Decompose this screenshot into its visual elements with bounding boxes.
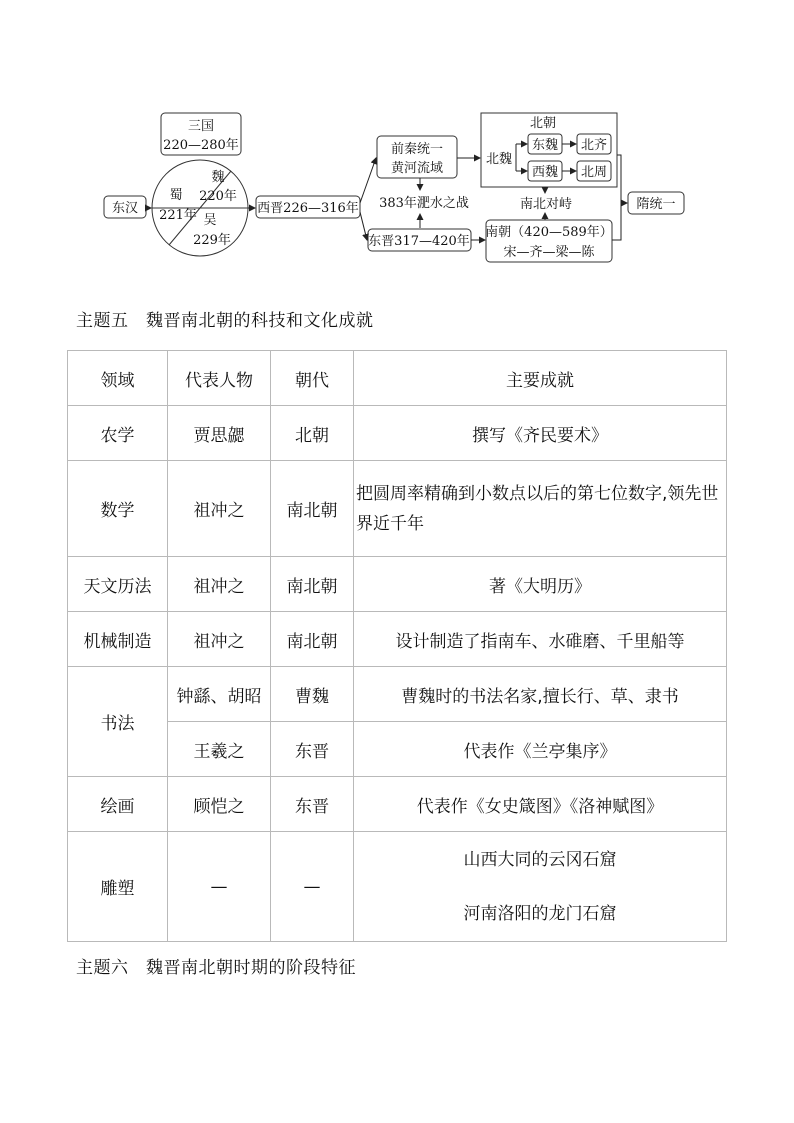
xijin-label: 西晋226—316年 xyxy=(257,201,359,216)
feishui-label: 383年淝水之战 xyxy=(379,196,469,211)
cell-person: 祖冲之 xyxy=(168,461,271,557)
cell-field: 数学 xyxy=(68,461,168,557)
nanchao-dynasties: 宋—齐—梁—陈 xyxy=(503,245,595,260)
cell-achievement: 把圆周率精确到小数点以后的第七位数字,领先世界近千年 xyxy=(354,461,727,557)
shu-label: 蜀 xyxy=(169,188,183,203)
cell-dynasty: 南北朝 xyxy=(271,557,354,612)
achievement-line-2: 河南洛阳的龙门石窟 xyxy=(463,903,617,924)
cell-achievement: 代表作《女史箴图》《洛神赋图》 xyxy=(354,777,727,832)
achievement-line-1: 山西大同的云冈石窟 xyxy=(463,849,617,870)
cell-person: 王羲之 xyxy=(168,722,271,777)
header-achievement: 主要成就 xyxy=(354,351,727,406)
header-dynasty: 朝代 xyxy=(271,351,354,406)
section-heading-theme6: 主题六 魏晋南北朝时期的阶段特征 xyxy=(76,958,356,978)
history-flow-diagram xyxy=(0,0,794,290)
cell-achievement: 著《大明历》 xyxy=(354,557,727,612)
beiqi-label: 北齐 xyxy=(580,138,608,153)
cell-achievement: 撰写《齐民要术》 xyxy=(354,406,727,461)
section-heading-theme5: 主题五 魏晋南北朝的科技和文化成就 xyxy=(76,311,374,331)
wu-label: 吴 xyxy=(203,213,217,228)
nanchao-label: 南朝（420—589年） xyxy=(485,225,613,240)
shu-year: 221年 xyxy=(159,208,197,223)
cell-person: 顾恺之 xyxy=(168,777,271,832)
cell-dynasty: 北朝 xyxy=(271,406,354,461)
sanguo-years: 220—280年 xyxy=(163,138,239,153)
table-row xyxy=(68,612,727,667)
cell-person: 祖冲之 xyxy=(168,612,271,667)
cell-person: 钟繇、胡昭 xyxy=(168,667,271,722)
cell-field: 绘画 xyxy=(68,777,168,832)
table-row xyxy=(68,557,727,612)
cell-person: — xyxy=(168,832,271,942)
cell-person: 贾思勰 xyxy=(168,406,271,461)
table-row xyxy=(68,406,727,461)
cell-field: 天文历法 xyxy=(68,557,168,612)
cell-field: 机械制造 xyxy=(68,612,168,667)
cell-dynasty: 东晋 xyxy=(271,722,354,777)
table-row xyxy=(68,667,727,722)
beichao-label: 北朝 xyxy=(529,116,557,131)
table-row xyxy=(68,777,727,832)
header-person: 代表人物 xyxy=(168,351,271,406)
wu-year: 229年 xyxy=(193,233,231,248)
cell-dynasty: 东晋 xyxy=(271,777,354,832)
nanbei-duizhi-label: 南北对峙 xyxy=(519,197,573,212)
cell-dynasty: 曹魏 xyxy=(271,667,354,722)
wei-year: 220年 xyxy=(199,189,237,204)
achievements-table xyxy=(67,350,727,942)
beizhou-label: 北周 xyxy=(580,165,608,180)
cell-field: 雕塑 xyxy=(68,832,168,942)
cell-achievement: 设计制造了指南车、水碓磨、千里船等 xyxy=(354,612,727,667)
qianqin-line1: 前秦统一 xyxy=(390,142,444,157)
sanguo-title: 三国 xyxy=(187,119,215,134)
table-row xyxy=(68,832,727,942)
cell-achievement xyxy=(354,832,727,942)
cell-achievement: 代表作《兰亭集序》 xyxy=(354,722,727,777)
dongwei-label: 东魏 xyxy=(531,138,559,153)
donghan-label: 东汉 xyxy=(111,201,139,216)
xiwei-label: 西魏 xyxy=(531,165,559,180)
cell-dynasty: 南北朝 xyxy=(271,612,354,667)
cell-dynasty: — xyxy=(271,832,354,942)
table-header-row xyxy=(68,351,727,406)
cell-achievement: 曹魏时的书法名家,擅长行、草、隶书 xyxy=(354,667,727,722)
cell-field: 农学 xyxy=(68,406,168,461)
cell-person: 祖冲之 xyxy=(168,557,271,612)
wei-label: 魏 xyxy=(211,170,225,185)
header-field: 领域 xyxy=(68,351,168,406)
beiwei-label: 北魏 xyxy=(485,152,513,167)
qianqin-line2: 黄河流域 xyxy=(390,161,444,176)
table-row xyxy=(68,461,727,557)
cell-dynasty: 南北朝 xyxy=(271,461,354,557)
dongjin-label: 东晋317—420年 xyxy=(368,234,470,249)
cell-field: 书法 xyxy=(68,667,168,777)
sui-label: 隋统一 xyxy=(636,197,676,212)
